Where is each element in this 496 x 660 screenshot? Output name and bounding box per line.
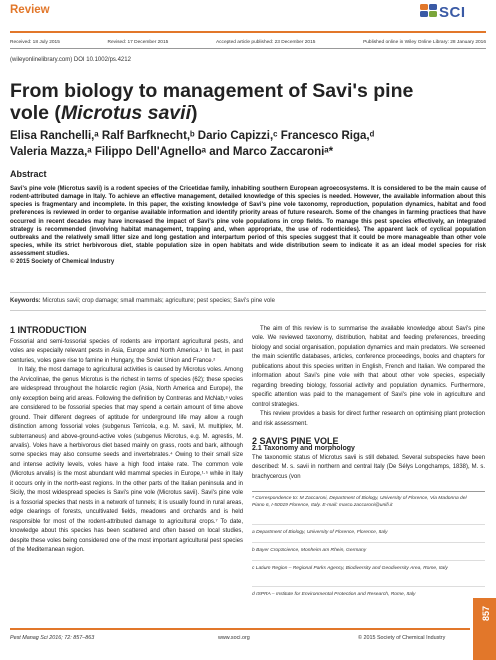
affiliation-c: c Latium Region – Regional Parks Agency, Biodiversity and Geodiversity Area, Rome, Italy — [252, 566, 448, 571]
taxonomy-paragraph: The taxonomic status of Microtus savii is still debated. Several subspecies have been described: M. s. savii in northern and central Italy (De Sélys Longchamps, 1838), M. s. brachycercus (von — [252, 455, 485, 480]
author-list — [10, 128, 480, 160]
abstract-copyright: © 2015 Society of Chemical Industry — [10, 259, 115, 266]
footnote-rule — [252, 491, 485, 492]
keywords-label: Keywords: — [10, 298, 41, 304]
accepted-date: Accepted article published: 23 December 2015 — [215, 40, 316, 45]
article-dates — [10, 40, 486, 45]
title-main: From biology to management of Savi's pine vole ( — [10, 80, 414, 124]
sci-logo-icon — [419, 3, 439, 19]
header-rule — [10, 31, 486, 33]
aim-paragraph: The aim of this review is to summarise the available knowledge about Savi's pine vole. We reviewed taxonomy, distribution, habitat and feeding preferences, breeding biology and social organisation, population dynamics and main predators. We screened the main scientific databases, articles, conference proceedings, books and chapters for publications about this species written in English, French and Italian. We compared the information about Savi's pine vole with that about other vole species, especially regarding breeding biology, fossorial activity and population dynamics. Furthermore, specific attention was paid to the management of Savi's pine vole in agriculture and control strategies. — [252, 326, 485, 408]
right-column-top — [252, 325, 485, 429]
footnote-divider — [252, 542, 485, 543]
basis-paragraph: This review provides a basis for direct further research on optimising plant protection and risk assessment. — [252, 411, 485, 427]
received-date: Received: 18 July 2015 — [10, 40, 60, 45]
affiliation-a: a Department of Biology, University of Florence, Florence, Italy — [252, 530, 388, 535]
section-label: Review — [10, 4, 50, 16]
footnote-divider — [252, 560, 485, 561]
right-column-bottom — [252, 454, 485, 482]
published-date: Published online in Wiley Online Library: 28 January 2016 — [363, 40, 486, 45]
section-2-1-heading: 2.1 Taxonomy and morphology — [252, 445, 355, 452]
abstract-body — [10, 185, 486, 267]
keywords-rule-bottom — [10, 310, 486, 311]
sci-logo-text: SCI — [439, 4, 466, 21]
author-line-1: Elisa Ranchelli,ᵃ Ralf Barfknecht,ᵇ Dario Capizzi,ᶜ Francesco Riga,ᵈ — [10, 130, 375, 142]
author-line-2: Valeria Mazza,ᵃ Filippo Dell'Agnelloᵃ and Marco Zaccaroniᵃ* — [10, 146, 334, 158]
correspondence-footnote: * Correspondence to: M Zaccaroni, Department of Biology, University of Florence, Via Madonna del Piano 6, I-50019 Florence, Italy. E-mail: marco.zaccaroni@unifi.it — [252, 496, 467, 508]
footnote-divider — [252, 586, 485, 587]
intro-paragraph-1: Fossorial and semi-fossorial species of rodents are important agricultural pests, and voles are especially relevant pests in Asia, Europe and North America.¹ In fact, in past centuries, voles gave rise to famine in Hungary, the Soviet Union and France.² — [10, 339, 243, 364]
keywords-text: Microtus savii; crop damage; small mammals; agriculture; pest species; Savi's pine vole — [42, 298, 275, 304]
keywords-line — [10, 298, 275, 304]
doi-line[interactable]: (wileyonlinelibrary.com) DOI 10.1002/ps.4212 — [10, 57, 131, 63]
keywords-rule-top — [10, 292, 486, 293]
sci-logo — [419, 3, 481, 25]
left-column — [10, 338, 243, 555]
article-title — [10, 80, 450, 124]
footnote-divider — [252, 524, 485, 525]
section-2-heading: 2 SAVI'S PINE VOLE — [252, 436, 339, 446]
footer-rule — [10, 628, 470, 630]
journal-citation: Pest Manag Sci 2016; 72: 857–863 — [10, 635, 95, 641]
title-italic: Microtus savii — [60, 102, 191, 124]
intro-paragraph-2: In Italy, the most damage to agricultural activities is caused by Microtus voles. Among the Arvicolinae, the genus Microtus is the richest in terms of species (62); these species are widespread throughout the holarctic region (Asia, North America and Europe), the only exception being arid areas. Following the definition by Contreras and McNab,³ voles are considered to be fossorial species that may spend a certain amount of time above ground. Their different degrees of aptitude for underground life may allow a rough distinction among fossorial voles (subgenus Terricola, e.g. M. savii, M. multiplex, M. subterraneus) and above-ground-active voles (subgenus Microtus, e.g. M. agrestis, M. arvalis). Voles have a herbivorous diet based mainly on grass, roots and bark, although some species may also consume seeds and invertebrates.⁴ Owing to their small size and intense activity levels, voles have a high food intake rate. The common vole (Microtus arvalis) is the most abundant wild mammal species in Europe,¹·⁵ while in Italy it occurs only in the north-east regions. In the other parts of the Italian peninsula and in Sicily, the most widespread species is Savi's pine vole (Microtus savii). Savi's pine vole is a fossorial species that nests in a network of tunnels; it is usually found in rural areas, edge clearings of forests, uncultivated fields, meadows and orchards and is held responsible for most of the rodent-attributed damage to agricultural crops.⁷ To date, knowledge about this species has been scattered and often based on local studies, despite these voles being considered one of the most important agricultural pest species of the Mediterranean region. — [10, 367, 243, 553]
affiliation-b: b Bayer CropScience, Monheim am Rhein, Germany — [252, 548, 367, 553]
society-url[interactable]: www.soci.org — [218, 635, 250, 641]
dates-rule — [10, 48, 486, 49]
intro-heading: 1 INTRODUCTION — [10, 325, 87, 335]
page-number: 857 — [481, 606, 491, 622]
abstract-heading: Abstract — [10, 169, 47, 179]
title-end: ) — [190, 102, 198, 124]
abstract-text: Savi's pine vole (Microtus savii) is a rodent species of the Cricetidae family, inhabiting southern European agroecosystems. It is considered to be the main cause of rodent-attributed damage in Italy. To achieve an effective management, detailed knowledge of this species is needed. However, the available information about this species is fragmentary and incomplete. In this paper, the existing knowledge of Savi's pine vole taxonomy, reproduction, population dynamics, habitat and food preferences is reviewed in order to organise available information and identify priority areas of future research. Some of the changes in farming practices that have occurred in recent decades may have increased the impact of Savi's pine vole populations in crop fields. To manage this pest species effectively, an integrated strategy is recommended (involving habitat management, trapping and, when appropriate, the use of rodenticides). The apparent lack of cyclical population outbreaks and the relatively small litter size and long gestation and interpartum period of this species suggest that it could be more manageable than other vole species, while its strict herbivorous diet, stable population size in open habitats and wide distribution seem to indicate it as an ideal model species for risk assessment studies. — [10, 186, 486, 258]
footer-copyright: © 2015 Society of Chemical Industry — [358, 635, 446, 641]
affiliation-d: d ISPRA – Institute for Environmental Protection and Research, Rome, Italy — [252, 592, 416, 597]
revised-date: Revised: 17 December 2015 — [107, 40, 169, 45]
